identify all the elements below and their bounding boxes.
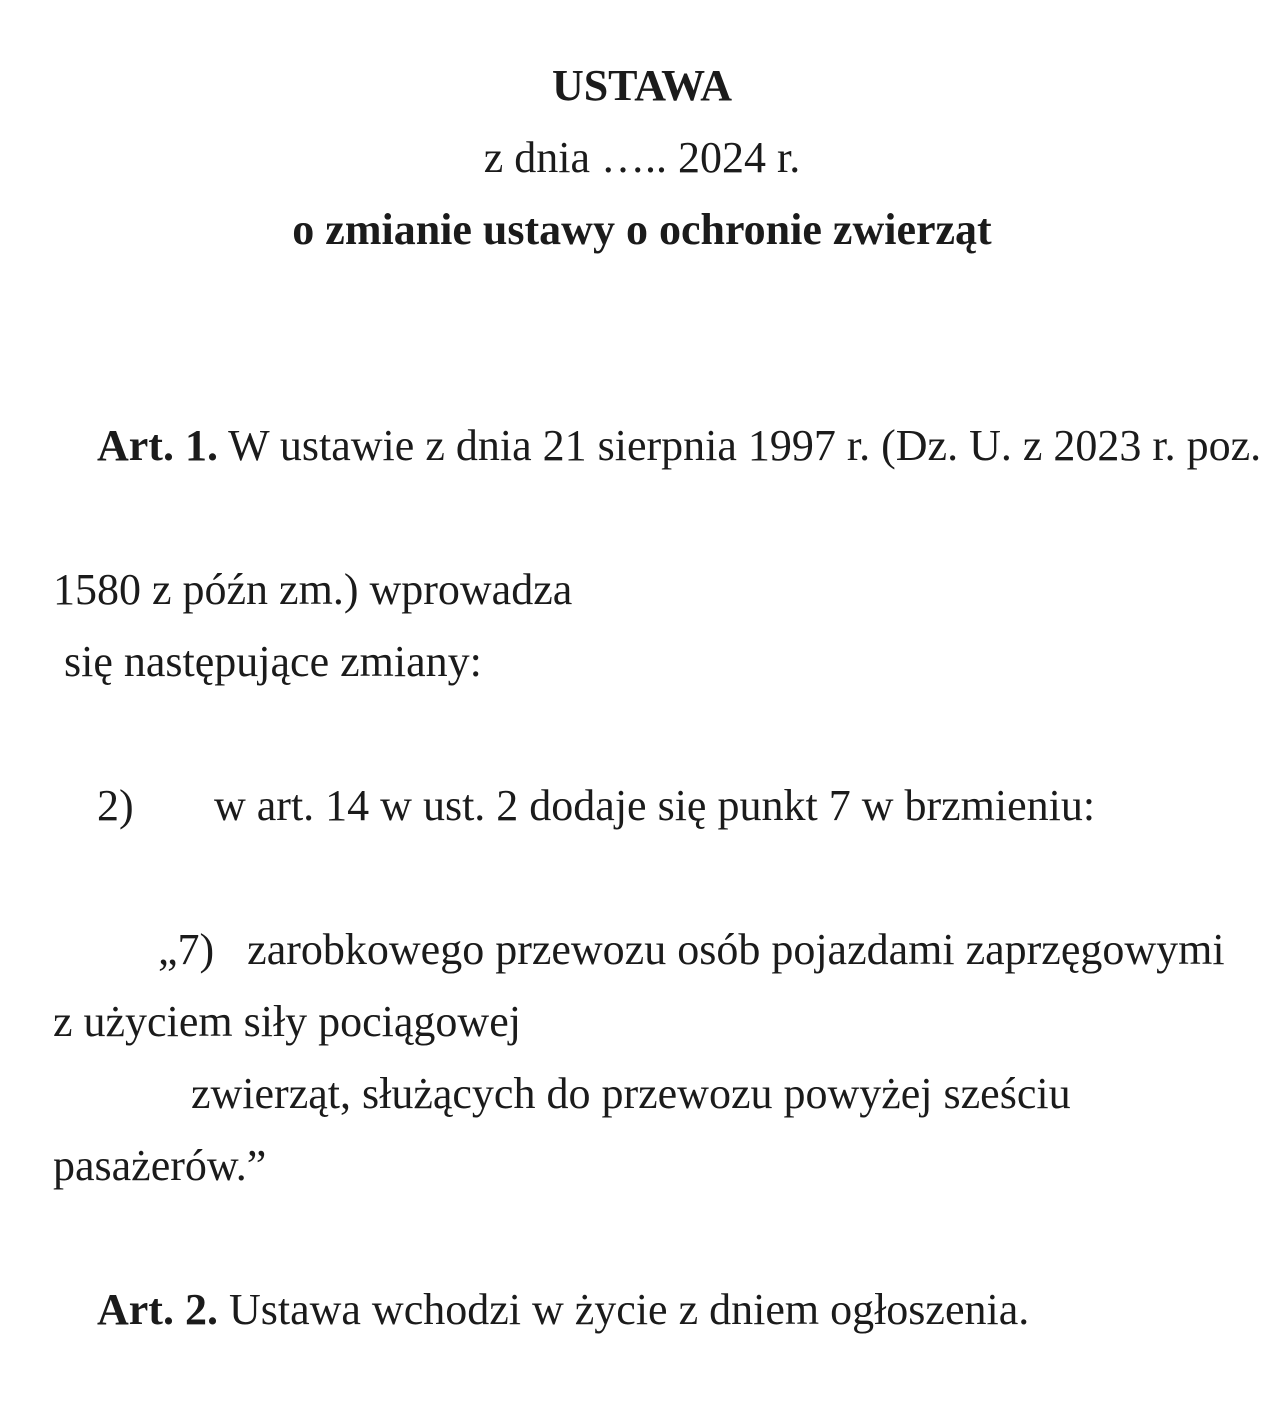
doc-subtitle: o zmianie ustawy o ochronie zwierząt <box>292 205 992 254</box>
art1-line1 <box>53 338 1278 554</box>
quote-line4: pasażerów.” <box>53 1141 267 1190</box>
point2-line <box>53 698 1278 914</box>
blank-line <box>53 266 1278 338</box>
art1-line3: się następujące zmiany: <box>53 637 482 686</box>
quote-line1: „7) zarobkowego przewozu osób pojazdami zaprzęgowymi <box>158 925 1225 974</box>
quote-line2: z użyciem siły pociągowej <box>53 997 521 1046</box>
doc-date-line: z dnia ….. 2024 r. <box>483 133 801 182</box>
doc-title: USTAWA <box>551 61 733 110</box>
art2-line <box>53 1202 1278 1418</box>
point2-text: w art. 14 w ust. 2 dodaje się punkt 7 w brzmieniu: <box>214 781 1096 830</box>
art1-label: Art. 1. <box>97 421 218 470</box>
point2-marker: 2) <box>97 781 134 830</box>
art2-label: Art. 2. <box>97 1285 218 1334</box>
art2-text: Ustawa wchodzi w życie z dniem ogłoszenia. <box>217 1285 1030 1334</box>
art1-line1-text: W ustawie z dnia 21 sierpnia 1997 r. (Dz. U. z 2023 r. poz. <box>217 421 1262 470</box>
quote-line3: zwierząt, służących do przewozu powyżej sześciu <box>191 1069 1071 1118</box>
art1-line2: 1580 z późn zm.) wprowadza <box>53 565 573 614</box>
